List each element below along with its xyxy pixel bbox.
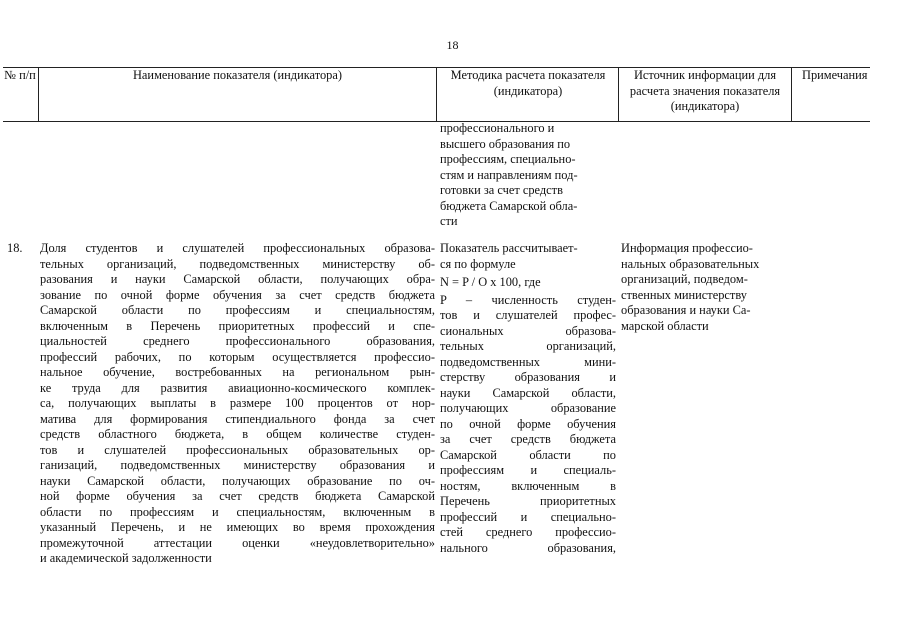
text-line: за счет средств бюджета <box>440 432 616 446</box>
text-line: организаций, подведом- <box>621 272 748 286</box>
text-line: профессиям, специально- <box>440 152 576 166</box>
header-name: Наименование показателя (индикатора) <box>132 68 343 82</box>
text-line: тельных организаций, <box>440 339 616 353</box>
text-line: Перечень приоритетных <box>440 494 616 508</box>
header-note: Примечания <box>802 68 868 82</box>
page-number: 18 <box>446 38 459 52</box>
text-line: Самарской области по профессиям и специальностям, <box>40 303 435 317</box>
header-method: Методика расчета показателя (индикатора) <box>450 68 606 98</box>
information-source <box>621 241 791 334</box>
row-number: 18. <box>7 241 23 255</box>
text-line: марской области <box>621 318 709 333</box>
text-line: нальных образовательных <box>621 256 760 271</box>
text-line: профессионального и <box>440 121 555 135</box>
header-num: № п/п <box>4 68 36 82</box>
text-line: Самарской области по <box>440 447 616 462</box>
text-line: получающих образование <box>440 401 616 415</box>
indicator-name <box>40 241 435 567</box>
text-line: ганизаций, подведомственных министерству образования и <box>40 458 435 472</box>
text-line: сти <box>440 214 458 228</box>
text-line: тов и слушателей профес- <box>440 308 616 322</box>
text-line: разования и науки Самарской области, получающих обра- <box>40 272 435 286</box>
text-line: зование по очной форме обучения за счет средств бюджета <box>40 287 435 302</box>
text-line: Информация профессио- <box>621 241 753 255</box>
header-divider <box>38 67 39 121</box>
text-line: промежуточной аттестации оценки «неудовлетворительно» <box>40 535 435 550</box>
text-line: готовки за счет средств <box>440 183 563 197</box>
header-bottom-border <box>3 121 870 122</box>
text-line: ке труда для развития авиационно-космического комплек- <box>40 380 435 395</box>
text-line: ной форме обучения за счет средств бюджета Самарской <box>40 489 435 503</box>
text-line: ственных министерству <box>621 287 747 302</box>
text-line: ностям, включенным в <box>440 478 616 493</box>
text-line: стерству образования и <box>440 370 616 384</box>
header-divider <box>791 67 792 121</box>
formula: N = P / O x 100, где <box>440 275 541 289</box>
text-line: сиональных образова- <box>440 323 616 338</box>
text-line: высшего образования по <box>440 136 571 151</box>
text-line: нальное обучение, востребованных на региональном рын- <box>40 365 435 379</box>
text-line: профессий рабочих, по которым осуществляется профессио- <box>40 349 435 364</box>
text-line: ся по формуле <box>440 256 516 271</box>
text-line: области по профессиям и специальностям, включенным в <box>40 504 435 519</box>
text-line: бюджета Самарской обла- <box>440 198 578 213</box>
text-line: включенным в Перечень приоритетных профессий и спе- <box>40 318 435 333</box>
header-source: Источник информации для расчета значения показателя (индикатора) <box>629 68 781 113</box>
text-line: матива для формирования стипендиального фонда за счет <box>40 411 435 426</box>
text-line: тов и слушателей профессиональных образовательных ор- <box>40 442 435 457</box>
text-line: циальностей среднего профессионального образования, <box>40 334 435 348</box>
text-line: Доля студентов и слушателей профессиональных образова- <box>40 241 435 255</box>
text-line: профессий и специально- <box>440 509 616 524</box>
text-line: средств областного бюджета, в общем количестве студен- <box>40 427 435 441</box>
calculation-method <box>440 241 616 556</box>
text-line: стям и направлениям под- <box>440 167 578 182</box>
method-continuation <box>440 121 616 230</box>
text-line: Показатель рассчитывает- <box>440 241 578 255</box>
text-line: са, получающих выплаты в размере 100 процентов от нор- <box>40 396 435 410</box>
text-line: подведомственных мини- <box>440 354 616 369</box>
text-line: науки Самарской области, <box>440 385 616 400</box>
text-line: P – численность студен- <box>440 292 616 307</box>
header-divider <box>618 67 619 121</box>
text-line: образования и науки Са- <box>621 303 751 317</box>
text-line: тельных организаций, подведомственных министерству об- <box>40 256 435 271</box>
text-line: стей среднего профессио- <box>440 525 616 539</box>
text-line: профессиям и специаль- <box>440 463 616 477</box>
text-line: по очной форме обучения <box>440 416 616 431</box>
text-line: нального образования, <box>440 540 616 555</box>
header-divider <box>436 67 437 121</box>
text-line: науки Самарской области, получающих образование по оч- <box>40 473 435 488</box>
text-line: указанный Перечень, и не имеющих во время прохождения <box>40 520 435 534</box>
text-line: и академической задолженности <box>40 551 212 565</box>
